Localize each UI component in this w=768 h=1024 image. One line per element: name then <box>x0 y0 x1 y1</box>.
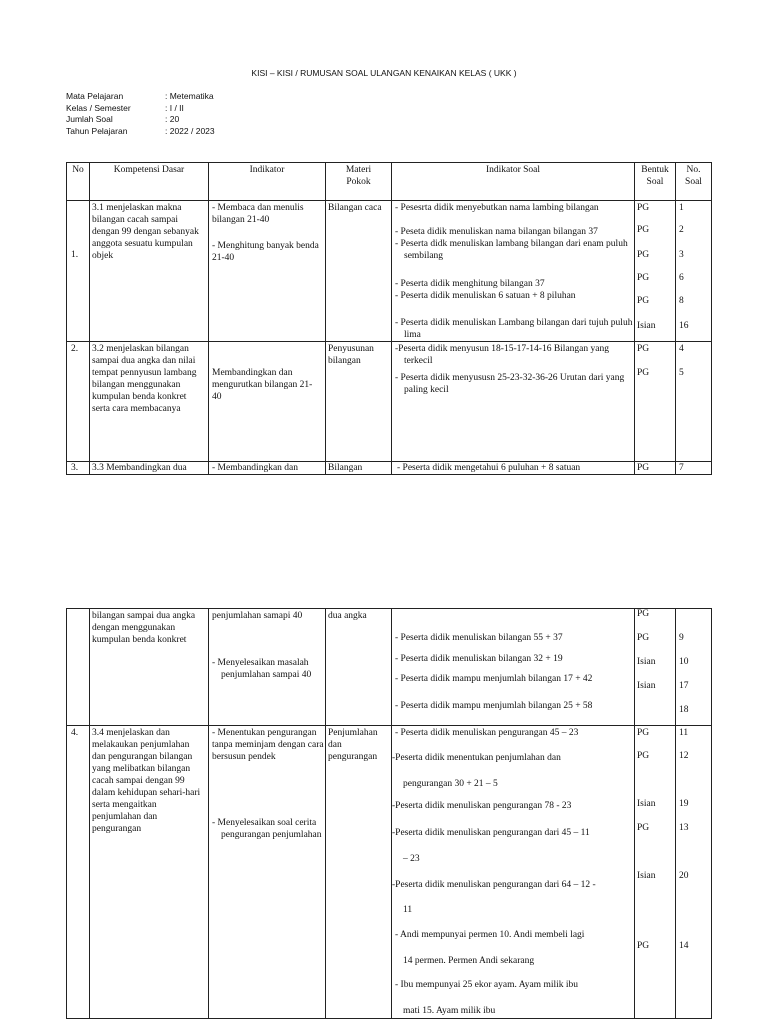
header-nosoal-line-2: Soal <box>685 177 702 187</box>
row1-kompetensi: 3.1 menjelaskan makna bilangan cacah sampai dengan 99 dengan sebanyak anggota sesuatu kumpulan objek <box>92 203 199 261</box>
row3-indikator: - Membandingkan dan <box>212 463 299 473</box>
soal-item: - Peserta didik mampu menjumlah bilangan 25 + 58 <box>395 701 593 711</box>
soal-item: - Peserta didik menuliskan 6 satuan + 8 piluhan <box>395 291 576 301</box>
row1-indikator-1: - Membaca dan menulis bilangan 21-40 <box>212 203 304 225</box>
row4-nomor <box>679 727 711 1017</box>
row3-indikator-cont <box>212 610 324 724</box>
soal-item: -Peserta didik menuliskan pengurangan 78 - 23 <box>392 801 572 811</box>
soal-item: - Peserta didik menghitung bilangan 37 <box>395 279 545 289</box>
soal-item: - Peserta didik mampu menjumlah bilangan 17 + 42 <box>395 674 593 684</box>
bentuk-item: Isian <box>637 799 656 809</box>
bentuk-item: PG <box>637 941 650 951</box>
nomor-item: 19 <box>679 799 689 809</box>
row3-nomor: 7 <box>679 463 684 473</box>
soal-item: - Peserta didik menuliskan Lambang bilangan dari tujuh puluh lima <box>395 318 633 340</box>
nomor-item: 16 <box>679 321 689 331</box>
soal-item: pengurangan 30 + 21 – 5 <box>403 779 498 789</box>
bentuk-item: PG <box>637 609 650 619</box>
row3-nomor-cont <box>679 632 711 724</box>
bentuk-item: PG <box>637 296 650 306</box>
bentuk-item: PG <box>637 633 650 643</box>
meta-label: Mata Pelajaran <box>66 91 124 101</box>
soal-item: - Peseta didik menuliskan nama bilangan bilangan 37 <box>395 227 598 237</box>
row2-nomor <box>679 343 711 461</box>
row4-indikator-soal <box>392 727 633 1017</box>
row3-kompetensi: 3.3 Membandingkan dua <box>92 463 187 473</box>
soal-item: 11 <box>403 905 413 915</box>
row3-indikator-2: - Menyelesaikan masalah penjumlahan sampai 40 <box>212 658 312 680</box>
bentuk-item: Isian <box>637 657 656 667</box>
bentuk-item: Isian <box>637 321 656 331</box>
nomor-item: 12 <box>679 751 689 761</box>
header-indikator: Indikator <box>249 165 285 175</box>
row2-indikator-soal <box>395 343 633 461</box>
bentuk-item: PG <box>637 368 650 378</box>
nomor-item: 13 <box>679 823 689 833</box>
nomor-item: 9 <box>679 633 684 643</box>
row4-materi: Penjumlahan dan pengurangan <box>328 728 378 762</box>
meta-value: : Metematika <box>165 91 214 101</box>
row4-indikator-1: - Menentukan pengurangan tanpa meminjam dengan cara bersusun pendek <box>212 728 324 762</box>
header-bentuk-soal <box>635 164 675 188</box>
row4-no: 4. <box>71 728 79 738</box>
bentuk-item: Isian <box>637 681 656 691</box>
nomor-item: 6 <box>679 273 684 283</box>
soal-item: - Pesesrta didik menyebutkan nama lambing bilangan <box>395 203 599 213</box>
nomor-item: 10 <box>679 657 689 667</box>
row3-materi: Bilangan <box>328 463 363 473</box>
header-indikator-soal: Indikator Soal <box>485 165 541 175</box>
soal-item: - Peserta didik menuliskan bilangan 55 + 37 <box>395 633 563 643</box>
soal-item: mati 15. Ayam milik ibu <box>403 1006 496 1016</box>
row3-kompetensi-cont: bilangan sampai dua angka dengan menggunakan kumpulan benda konkret <box>92 611 196 645</box>
nomor-item: 18 <box>679 705 689 715</box>
row2-bentuk <box>637 343 674 461</box>
row4-kompetensi: 3.4 menjelaskan dan melakaukan penjumlahan dan pengurangan bilangan yang melibatkan bilangan cacah sampai dengan 99 dalam kehidupan sehari-hari serta mengaitkan penjumlahan dan pengurangan <box>92 728 201 834</box>
meta-value: : 20 <box>165 114 180 124</box>
soal-item: 14 permen. Permen Andi sekarang <box>403 956 535 966</box>
row3-indikator-1: penjumlahan samapi 40 <box>212 611 303 621</box>
header-bentuk-line-2: Soal <box>646 177 664 187</box>
row3-bentuk-cont <box>637 608 674 724</box>
row2-kompetensi: 3.2 menjelaskan bilangan sampai dua angka dan nilai tempat pennyusun lambang bilangan menggunakan kumpulan benda konkret serta cara membacanya <box>92 344 197 414</box>
header-materi-line-1: Materi <box>345 165 372 175</box>
soal-item: -Peserta didik menentukan penjumlahan dan <box>392 753 561 763</box>
page-title: KISI – KISI / RUMUSAN SOAL ULANGAN KENAIKAN KELAS ( UKK ) <box>251 68 517 78</box>
meta-label: Jumlah Soal <box>66 114 113 124</box>
row1-indikator-2: - Menghitung banyak benda 21-40 <box>212 241 319 263</box>
row2-no: 2. <box>71 344 79 354</box>
header-no-soal <box>676 164 711 188</box>
row1-nomor <box>679 202 711 340</box>
nomor-item: 14 <box>679 941 689 951</box>
meta-value: : 2022 / 2023 <box>165 125 215 136</box>
row1-materi: Bilangan caca <box>328 203 382 213</box>
row3-no: 3. <box>71 463 79 473</box>
soal-item: -Peserta didik menuliskan pengurangan dari 64 – 12 - <box>392 880 596 890</box>
soal-item: - Peserta didik menuliskan pengurangan 45 – 23 <box>395 728 579 738</box>
nomor-item: 5 <box>679 368 684 378</box>
soal-item: - Peserta didik menyususn 25-23-32-36-26 Urutan dari yang paling kecil <box>395 373 625 395</box>
nomor-item: 4 <box>679 344 684 354</box>
bentuk-item: PG <box>637 728 650 738</box>
nomor-item: 3 <box>679 250 684 260</box>
bentuk-item: PG <box>637 203 650 213</box>
nomor-item: 20 <box>679 871 689 881</box>
nomor-item: 8 <box>679 296 684 306</box>
row3-materi-cont: dua angka <box>328 611 367 621</box>
row3-indikator-soal: - Peserta didik mengetahui 6 puluhan + 8 satuan <box>397 463 581 473</box>
row2-materi: Penyusunan bilangan <box>328 344 374 366</box>
header-materi-pokok <box>326 164 391 188</box>
header-kompetensi-dasar: Kompetensi Dasar <box>113 165 185 175</box>
soal-item: – 23 <box>403 854 420 864</box>
soal-item: - Peserta didik menuliskan bilangan 32 + 19 <box>395 654 563 664</box>
row4-bentuk <box>637 727 674 1017</box>
header-nosoal-line-1: No. <box>686 165 701 175</box>
row1-indikator-soal <box>395 202 633 340</box>
soal-item: - Peserta didk menuliskan lambang bilangan dari enam puluh sembilang <box>395 239 628 261</box>
meta-label: Kelas / Semester <box>66 102 131 113</box>
soal-item: -Peserta didik menyusun 18-15-17-14-16 Bilangan yang terkecil <box>395 344 609 366</box>
header-materi-line-2: Pokok <box>346 177 371 187</box>
row1-bentuk <box>637 202 674 340</box>
row3-indikator-soal-cont <box>395 610 633 724</box>
bentuk-item: PG <box>637 250 650 260</box>
kisi-table-part-1 <box>66 162 712 475</box>
row1-indikator <box>212 202 324 340</box>
bentuk-item: Isian <box>637 871 656 881</box>
soal-item: - Andi mempunyai permen 10. Andi membeli lagi <box>395 930 585 940</box>
header-no: No <box>72 165 84 175</box>
header-bentuk-line-1: Bentuk <box>641 165 669 175</box>
nomor-item: 17 <box>679 681 689 691</box>
meta-label: Tahun Pelajaran <box>66 125 128 136</box>
row3-bentuk: PG <box>637 463 650 473</box>
bentuk-item: PG <box>637 344 650 354</box>
soal-item: -Peserta didik menuliskan pengurangan dari 45 – 11 <box>392 828 590 838</box>
bentuk-item: PG <box>637 273 650 283</box>
row1-no: 1. <box>71 250 79 260</box>
bentuk-item: PG <box>637 225 650 235</box>
soal-item: - Ibu mempunyai 25 ekor ayam. Ayam milik ibu <box>395 980 579 990</box>
nomor-item: 1 <box>679 203 684 213</box>
row4-indikator <box>212 727 324 1017</box>
meta-value: : I / II <box>165 102 184 113</box>
row2-indikator: Membandingkan dan mengurutkan bilangan 21-40 <box>212 368 313 402</box>
bentuk-item: PG <box>637 823 650 833</box>
bentuk-item: PG <box>637 751 650 761</box>
nomor-item: 11 <box>679 728 689 738</box>
nomor-item: 2 <box>679 225 684 235</box>
row4-indikator-2: - Menyelesaikan soal cerita pengurangan penjumlahan <box>212 818 322 840</box>
kisi-table-part-2 <box>66 608 712 1020</box>
